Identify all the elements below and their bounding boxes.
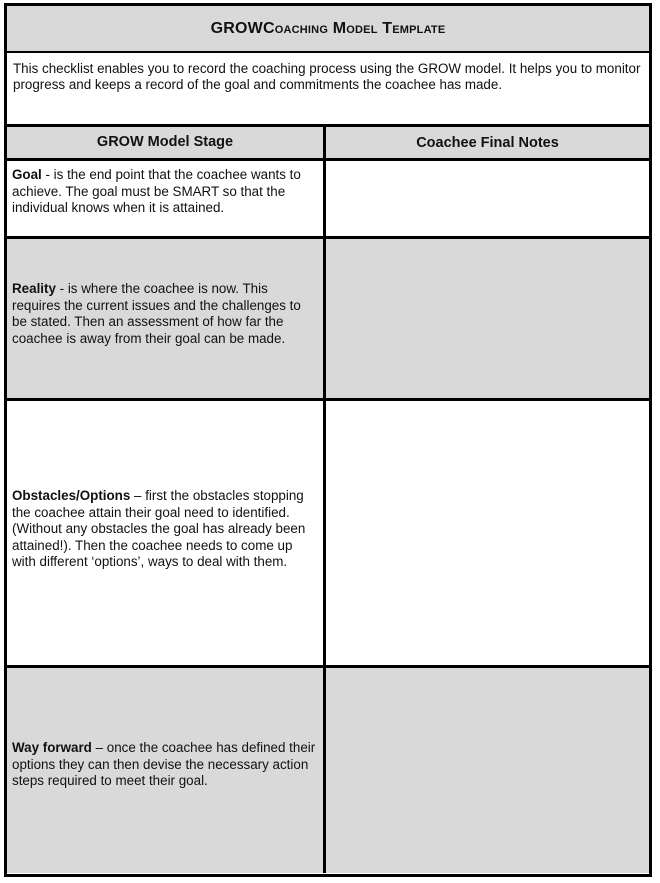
table-row-goal: [7, 161, 649, 239]
header-stage: GROW Model Stage: [7, 127, 326, 158]
stage-description: first the obstacles stopping the coachee attain their goal need to identified. (Without any obstacles the goal has already been attained!). Then the coachee needs to come up with different ‘options’, ways to deal with them.: [12, 488, 306, 570]
notes-cell-way-forward[interactable]: [326, 668, 649, 873]
stage-cell: Goal - is the end point that the coachee wants to achieve. The goal must be SMART so that the individual knows when it is attained.: [7, 161, 326, 236]
stage-term: Goal: [12, 167, 42, 182]
stage-term: Obstacles/Options: [12, 488, 131, 503]
notes-cell-goal[interactable]: [326, 161, 649, 236]
stage-description: once the coachee has defined their options they can then devise the necessary action steps required to meet their goal.: [12, 740, 316, 789]
stage-description: is where the coachee is now. This requires the current issues and the challenges to be stated. Then an assessment of how far the coachee is away from their goal can be made.: [12, 281, 301, 346]
title-prefix: GROW: [210, 19, 263, 37]
title-rest: Coaching Model Template: [262, 19, 446, 37]
notes-cell-reality[interactable]: [326, 239, 649, 398]
table-row-obstacles-options: [7, 401, 649, 668]
table-row-reality: [7, 239, 649, 401]
stage-description: is the end point that the coachee wants to achieve. The goal must be SMART so that the individual knows when it is attained.: [12, 167, 301, 216]
notes-cell-obstacles[interactable]: [326, 401, 649, 665]
table-row-way-forward: [7, 668, 649, 873]
stage-cell: Reality - is where the coachee is now. This requires the current issues and the challenges to be stated. Then an assessment of how far the coachee is away from their goal can be made.: [7, 239, 326, 398]
stage-cell: Way forward – once the coachee has defined their options they can then devise the necessary action steps required to meet their goal.: [7, 668, 326, 873]
page-title: [7, 6, 649, 53]
header-notes: Coachee Final Notes: [416, 134, 559, 151]
stage-term: Reality: [12, 281, 56, 296]
table-header-row: [7, 127, 649, 161]
stage-term: Way forward: [12, 740, 92, 755]
intro-text: This checklist enables you to record the coaching process using the GROW model. It helps you to monitor progress and keeps a record of the goal and commitments the coachee has made.: [7, 53, 649, 127]
grow-template-sheet: [4, 3, 652, 877]
stage-cell: Obstacles/Options – first the obstacles stopping the coachee attain their goal need to identified. (Without any obstacles the goal has already been attained!). Then the coachee needs to come up with different ‘options’, ways to deal with them.: [7, 401, 326, 665]
